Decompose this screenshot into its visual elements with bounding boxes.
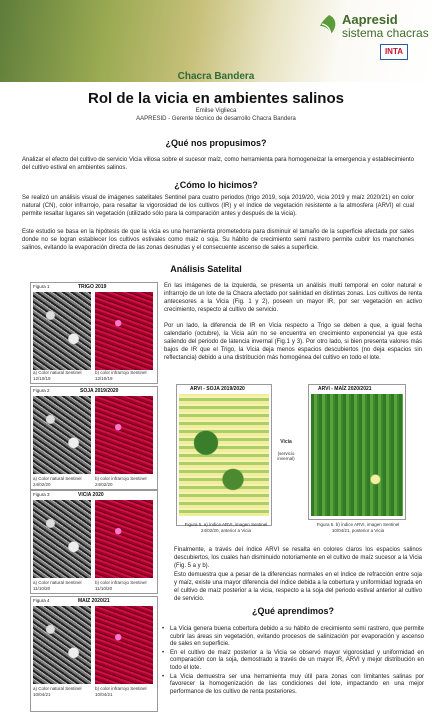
figure-number: Figura 3: [33, 492, 50, 497]
arvi-left-caption: Figura 5. a) índice ARVI, imagen Sentinel 24/02/20, anterior a Vicia: [184, 522, 268, 533]
q1-text: Analizar el efecto del cultivo de servicio Vicia villosa sobre el sucesor maíz, como herramienta para homogeneizar la emergencia y establecimiento del cultivo estival en ambientes salinos.: [22, 157, 414, 171]
caption-a: a) Color natural Sentinel 24/02/20: [33, 476, 82, 487]
natural-color-image: [33, 396, 91, 474]
q3-p1: En las imágenes de la izquierda, se presenta un análisis multi temporal en color natural e infrarrojo de un lote de la Chacra afectado por salinidad en distintas zonas. Los cultivos de renta antecesores a la Vicia (Fig. 1 y 2), poseen un mayor IR, por ser vegetación en activo crecimiento, respecto al cultivo de servicio.: [164, 283, 422, 313]
q3-p4: Esto demuestra que a pesar de la diferencias normales en el índice de refracción entre soja y maíz, existe una mayor diferencia del índice debida a la cobertura y uniformidad lograda en el cultivo de maíz posterior a la vicia, respecto a la soja del periodo estival anterior al cultivo de servicio.: [174, 572, 422, 602]
arvi-right-title: ARVI - MAÍZ 2020/2021: [318, 386, 372, 392]
arvi-right-caption: Figura 5. b) índice ARVI, imagen Sentinel 10/04/21, posterior a Vicia: [316, 522, 400, 533]
natural-color-image: [33, 292, 91, 370]
heading-que-propusimos: ¿Qué nos propusimos?: [165, 138, 267, 148]
leaf-icon: [318, 14, 340, 36]
figure-number: Figura 2: [33, 388, 50, 393]
vicia-label: Vicia: [280, 439, 292, 445]
caption-b: b) color infrarrojo Sentinel 12/10/19: [95, 370, 147, 381]
aapresid-logo: [318, 12, 428, 42]
list-item: • En el cultivo de maíz posterior a la Vicia se observó mayor vigorosidad y uniformidad en comparación con la soja, demostrado a través de un mayor IR, ARVI y mejor distribución en todo el lote.: [162, 650, 424, 673]
caption-a: a) Color natural Sentinel 11/10/20: [33, 580, 82, 591]
infrared-image: [95, 500, 153, 578]
natural-color-image: [33, 500, 91, 578]
inta-logo: INTA: [380, 44, 408, 60]
heading-que-aprendimos: ¿Qué aprendimos?: [251, 606, 334, 616]
brand-name: Aapresid: [342, 12, 398, 27]
q3-p3: Finalmente, a través del índice ARVI se resalta en colores claros los espacios salinos descubiertos, los cuales han disminuido notoriamente en el cultivo de maíz sucesor a la Vicia (Fig. 5 a y b).: [174, 547, 422, 569]
infrared-image: [95, 606, 153, 684]
q3-p2: Por un lado, la diferencia de IR en Vicia respecto a Trigo se deben a que, a igual fecha calendario (octubre), la Vicia aún no se encuentra en crecimiento exponencial ya que está saliendo del periodo de latencia invernal (Fig.1 y 3). Por otro lado, si bien presenta valores más bajos de IR que el Trigo, la Vicia deja menos espacios descubiertos (no deja espacios sin reflectancia) debido a una distribución más homogénea del cultivo en todo el lote.: [164, 323, 422, 361]
brand-subtitle: sistema chacras: [342, 26, 429, 40]
q2-p2: Este estudio se basa en la hipótesis de que la vicia es una herramienta prometedora para disminuir el tamaño de la superficie afectada por sales donde no se logran establecer los cultivos estivales como maíz o soja. Su hábito de crecimiento semi rastrero permite cubrir los manchones salinos, evitando la evaporación directa de las zonas desnudas y el consecuente ascenso de sales a superficie.: [22, 229, 414, 251]
author: Emilse Viglieca: [195, 108, 237, 114]
caption-a: a) Color natural Sentinel 10/04/21: [33, 686, 82, 697]
figure-title: VICIA 2020: [78, 492, 104, 498]
q2-p1: Se realizó un análisis visual de imágenes satelitales Sentinel para cuatro periodos (trigo 2019, soja 2019/20, vicia 2019 y maíz 2020/21) en color natural (CN), color infrarrojo, para resaltar la vigorosidad de los cultivos (IR) y el índice de vegetación resistente a la atmosfera (ARVI) el cual permite resaltar lugares sin vegetación (utilizado sólo para la comparación antes y después de la vicia).: [22, 195, 414, 217]
caption-b: b) color infrarrojo Sentinel 11/10/20: [95, 580, 147, 591]
list-item: • La Vicia demuestra ser una herramienta muy útil para zonas con limitantes salinas por favorecer la homogenización de las condiciones del lote, impactando en una mejor performance de los cultivo de renta posteriores.: [162, 674, 424, 697]
heading-como-hicimos: ¿Cómo lo hicimos?: [174, 180, 258, 190]
figure-title: TRIGO 2019: [78, 284, 107, 290]
section-label: Chacra Bandera: [177, 71, 255, 82]
figure-title: SOJA 2019/2020: [80, 388, 119, 394]
infrared-image: [95, 396, 153, 474]
figure-number: Figura 4: [33, 598, 50, 603]
arvi-left-title: ARVI - SOJA 2019/2020: [190, 386, 245, 392]
figure-title: MAIZ 2020/21: [78, 598, 110, 604]
arvi-soja-image: [179, 394, 269, 516]
natural-color-image: [33, 606, 91, 684]
vicia-middle-label: [275, 439, 297, 461]
vicia-sublabel: (servicio invernal): [277, 451, 295, 461]
list-item: • La Vicia genera buena cobertura debido a su hábito de crecimiento semi rastrero, que permite cubrir las áreas sin vegetación, evitando procesos de salinización por evaporación y ascenso de sales en superficie.: [162, 626, 424, 649]
figure-number: Figura 1: [33, 284, 50, 289]
caption-a: a) Color natural Sentinel 12/10/19: [33, 370, 82, 381]
heading-analisis-satelital: Análisis Satelital: [170, 264, 242, 274]
page-title: Rol de la vicia en ambientes salinos: [88, 90, 344, 107]
learnings-list: [162, 626, 424, 697]
caption-b: b) color infrarrojo Sentinel 10/04/21: [95, 686, 147, 697]
arvi-maiz-image: [311, 394, 403, 516]
affiliation: AAPRESID - Gerente técnico de desarrollo Chacra Bandera: [136, 116, 296, 122]
header: [0, 0, 432, 82]
caption-b: b) color infrarrojo Sentinel 24/02/20: [95, 476, 147, 487]
infrared-image: [95, 292, 153, 370]
